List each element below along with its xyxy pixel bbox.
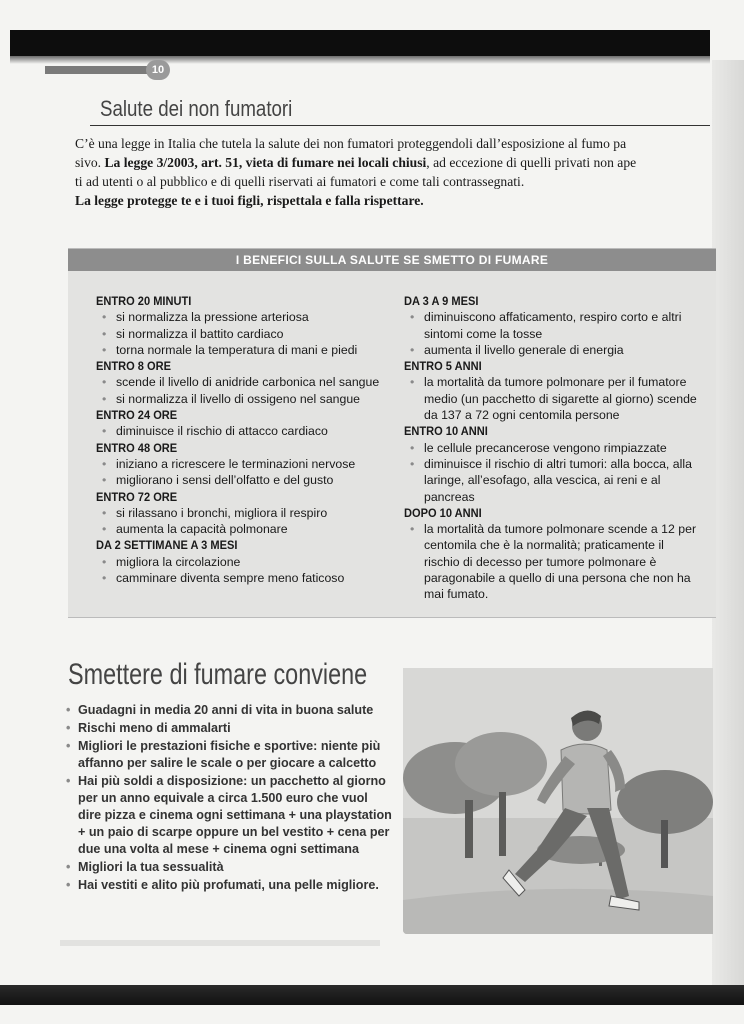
benefit-item: • la mortalità da tumore polmonare scende a 12 per centomila che è la normalità; praticamente il rischio di decesso per tumore polmonare è paragonabile a quello di una persona che non ha mai fumato.: [404, 521, 700, 602]
benefit-period-heading: ENTRO 72 ORE: [96, 489, 178, 504]
scan-top-fade: [10, 56, 710, 64]
benefit-item: • diminuiscono affaticamento, respiro corto e altri sintomi come la tosse: [404, 309, 700, 342]
page-number: 10: [146, 60, 170, 80]
benefit-item: • le cellule precancerose vengono rimpiazzate: [404, 440, 700, 456]
benefit-period-group: [96, 407, 396, 440]
benefit-period-heading: ENTRO 48 ORE: [96, 440, 178, 455]
benefit-period-heading: ENTRO 5 ANNI: [404, 359, 482, 374]
benefit-period-heading: ENTRO 10 ANNI: [404, 424, 488, 439]
benefit-item: • si normalizza la pressione arteriosa: [96, 309, 396, 325]
benefit-item: • si normalizza il battito cardiaco: [96, 326, 396, 342]
benefit-period-group: [404, 358, 700, 423]
benefit-item: • diminuisce il rischio di altri tumori: alla bocca, alla laringe, all’esofago, alla vescica, ai reni e al pancreas: [404, 456, 700, 505]
benefits-box-title: I BENEFICI SULLA SALUTE SE SMETTO DI FUMARE: [68, 249, 716, 271]
intro-line1: C’è una legge in Italia che tutela la salute dei non fumatori proteggendoli dall’esposizione al fumo pa: [75, 136, 627, 151]
benefit-item: • migliorano i sensi dell’olfatto e del gusto: [96, 472, 396, 488]
benefit-period-heading: ENTRO 8 ORE: [96, 359, 172, 374]
benefit-item: • diminuisce il rischio di attacco cardiaco: [96, 423, 396, 439]
quit-benefit-item: • Migliori la tua sessualità: [64, 859, 394, 876]
page-marker-bar: [45, 66, 153, 74]
quit-benefit-item: • Guadagni in media 20 anni di vita in buona salute: [64, 702, 394, 719]
benefit-period-heading: DA 3 A 9 MESI: [404, 294, 479, 308]
benefit-period-heading: ENTRO 20 MINUTI: [96, 294, 192, 308]
benefit-item: • camminare diventa sempre meno faticoso: [96, 570, 396, 586]
intro-line: [75, 134, 715, 191]
title-rule: [90, 125, 710, 126]
benefit-period-group: [404, 505, 700, 603]
benefit-item: • aumenta il livello generale di energia: [404, 342, 700, 358]
benefit-item: • si normalizza il livello di ossigeno nel sangue: [96, 391, 396, 407]
scan-top-shadow: [10, 30, 710, 56]
scan-bottom-shadow: [0, 985, 744, 1005]
intro-paragraph: [75, 134, 715, 210]
benefit-item: • scende il livello di anidride carbonica nel sangue: [96, 374, 396, 390]
intro-line2-start: sivo.: [75, 155, 105, 170]
benefit-item: • migliora la circolazione: [96, 554, 396, 570]
jogger-in-park-illustration: [403, 668, 713, 934]
quit-benefits-list: [64, 702, 394, 895]
law-reference: La legge 3/2003, art. 51, vieta di fumare nei locali chiusi: [104, 155, 427, 170]
benefits-right-column: [404, 293, 700, 603]
quit-benefit-item: • Hai più soldi a disposizione: un pacchetto al giorno per un anno equivale a circa 1.500 euro che vuol dire pizza e cinema ogni settimana + una playstation + un paio di scarpe oppure un bel vestito + cena per due una volta al mese + cinema ogni settimana: [64, 773, 394, 858]
footnote-faint: [60, 940, 380, 946]
scan-right-shadow: [712, 60, 744, 985]
benefits-left-column: [96, 293, 396, 586]
benefit-period-group: [96, 293, 396, 358]
section-title-quit-smoking: Smettere di fumare conviene: [68, 658, 368, 691]
quit-benefit-item: • Rischi meno di ammalarti: [64, 720, 394, 737]
quit-benefit-item: • Hai vestiti e alito più profumati, una pelle migliore.: [64, 877, 394, 894]
benefit-item: • torna normale la temperatura di mani e piedi: [96, 342, 396, 358]
benefit-item: • aumenta la capacità polmonare: [96, 521, 396, 537]
benefit-period-group: [404, 293, 700, 358]
benefit-period-group: [404, 423, 700, 504]
benefit-period-heading: DOPO 10 ANNI: [404, 505, 482, 520]
benefit-period-heading: DA 2 SETTIMANE A 3 MESI: [96, 538, 238, 553]
benefit-period-heading: ENTRO 24 ORE: [96, 408, 178, 423]
quit-benefit-item: • Migliori le prestazioni fisiche e sportive: niente più affanno per salire le scale o per giocare a calcetto: [64, 738, 394, 772]
benefit-item: • iniziano a ricrescere le terminazioni nervose: [96, 456, 396, 472]
benefits-box: [68, 248, 716, 618]
intro-closing: La legge protegge te e i tuoi figli, rispettala e falla rispettare.: [75, 193, 424, 208]
intro-line2-end: , ad eccezione di quelli privati non ape: [426, 155, 637, 170]
section-title-non-smokers: Salute dei non fumatori: [100, 96, 293, 121]
benefit-period-group: [96, 489, 396, 538]
benefit-period-group: [96, 358, 396, 407]
benefit-item: • la mortalità da tumore polmonare per il fumatore medio (un pacchetto di sigarette al giorno) scende da 137 a 72 ogni centomila persone: [404, 374, 700, 423]
benefit-item: • si rilassano i bronchi, migliora il respiro: [96, 505, 396, 521]
benefit-period-group: [96, 440, 396, 489]
benefit-period-group: [96, 537, 396, 586]
intro-line3: ti ad utenti o al pubblico e di quelli riservati ai fumatori e come tali contrassegnati.: [75, 174, 525, 189]
